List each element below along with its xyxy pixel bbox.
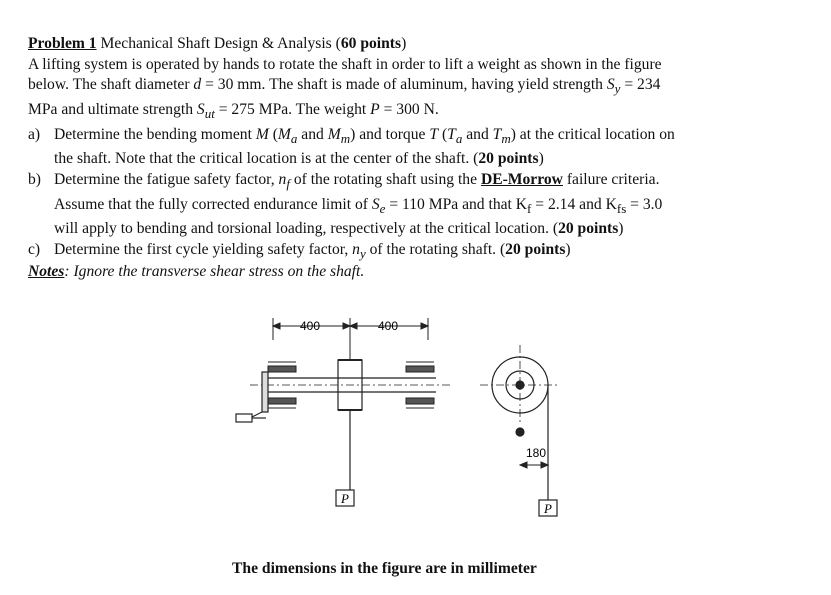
problem-title: Mechanical Shaft Design & Analysis ( [100,35,341,52]
notes [28,263,364,281]
dim-right-label: 400 [378,319,399,333]
problem-points: 60 points [340,35,402,52]
de-morrow-criteria: DE-Morrow [480,170,563,188]
shaft [250,378,450,392]
right-load-label: P [544,501,552,516]
part-b-line-1: Determine the fatigue safety factor, $n_f$ of the rotating shaft using the DE-Morrow failure criteria. [54,170,660,191]
part-a-line-2: the shaft. Note that the critical location is at the center of the shaft. (20 points) [54,150,544,168]
problem-label: Problem 1 [28,35,97,52]
lifting-system-figure [210,300,610,550]
problem-heading [28,34,818,55]
part-b-line-3: will apply to bending and torsional loading, respectively at the critical location. (20 points) [54,220,624,238]
intro-line-3: MPa and ultimate strength $S_{ut} = 275$ MPa. The weight P = 300 N. [28,100,439,121]
part-a-label: a) [28,125,41,143]
intro-line-1: A lifting system is operated by hands to rotate the shaft in order to lift a weight as shown in the figure [28,55,662,73]
notes-label: Notes [28,263,65,280]
dim-left-label: 400 [300,319,321,333]
part-b [28,170,818,240]
pulley-side-view [480,345,560,500]
part-c-label: c) [28,240,41,258]
part-c-line-1: Determine the first cycle yielding safety factor, $n_y$ of the rotating shaft. (20 points) [54,240,571,261]
radius-dimension [520,462,548,468]
dimension-lines [273,318,428,360]
dim-radius-label: 180 [526,446,547,460]
problem-close: ) [401,35,407,52]
part-b-line-2: Assume that the fully corrected endurance limit of $S_e = 110$ MPa and that $K_f = 2.14$ and $K_{fs} = 3.0$ [54,195,663,216]
notes-text: : Ignore the transverse shear stress on the shaft. [64,263,365,280]
part-a [28,125,818,170]
left-load-label: P [341,491,349,506]
hand-crank [236,372,268,422]
problem-text [28,34,818,265]
center-drum [338,360,362,490]
figure-caption: The dimensions in the figure are in millimeter [232,560,537,577]
part-a-line-1: Determine the bending moment M ($M_a$ and $M_m$) and torque T ($T_a$ and $T_m$) at the critical location on [54,125,675,146]
intro-line-2: below. The shaft diameter d = 30 mm. The shaft is made of aluminum, having yield strength $S_y = 234$ [28,76,661,97]
part-b-label: b) [28,170,41,188]
part-c [28,240,818,265]
